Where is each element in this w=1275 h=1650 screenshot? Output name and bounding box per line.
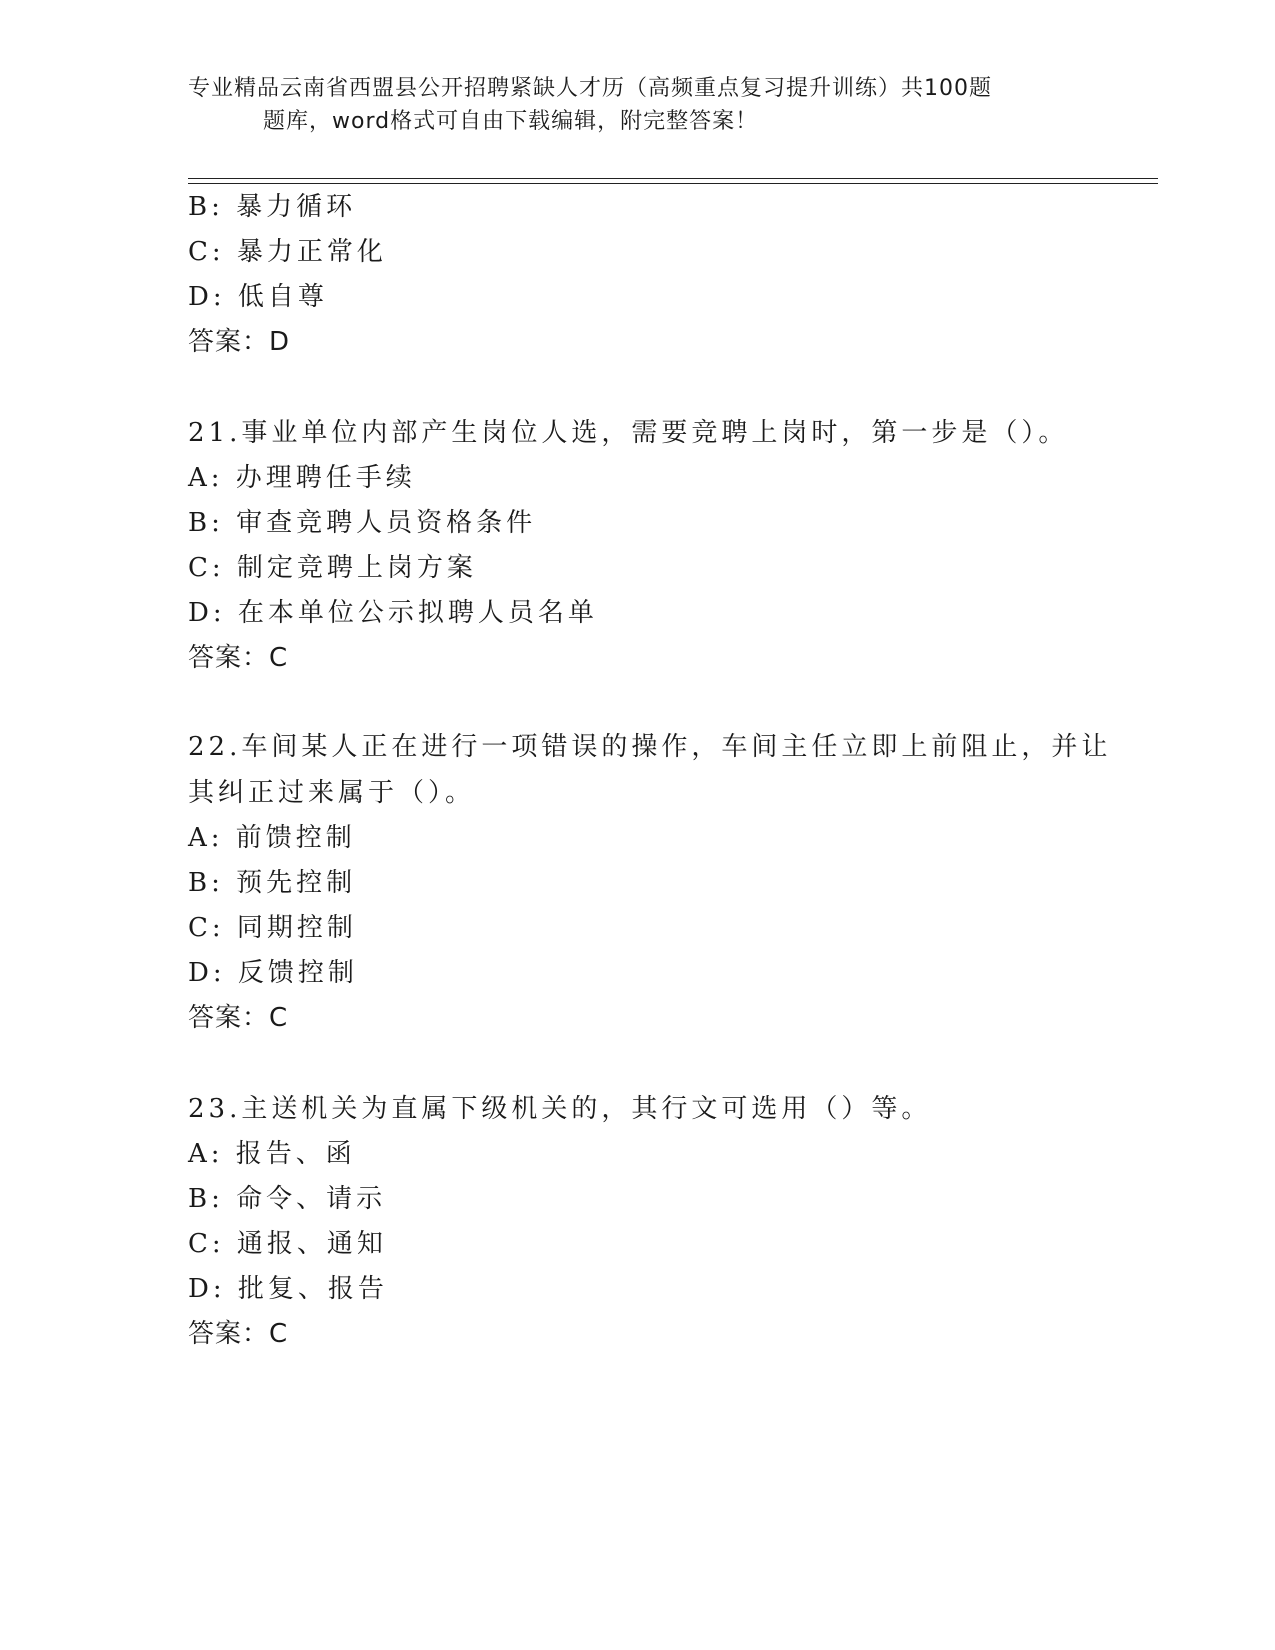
q21-option-b: B: 审查竞聘人员资格条件: [188, 508, 537, 538]
q23-option-b: B: 命令、请示: [188, 1184, 387, 1214]
prev-option-c: C: 暴力正常化: [188, 237, 387, 267]
header-rule-bottom: [188, 183, 1158, 184]
q22-answer: 答案：C: [188, 1003, 289, 1033]
header-rule-top: [188, 178, 1158, 179]
document-header: [188, 72, 1068, 138]
q23-answer: 答案：C: [188, 1319, 289, 1349]
q23-option-c: C: 通报、通知: [188, 1229, 387, 1259]
q21-option-a: A: 办理聘任手续: [188, 463, 416, 493]
prev-option-b: B: 暴力循环: [188, 192, 357, 222]
header-title-line2: 题库，word格式可自由下载编辑，附完整答案！: [263, 109, 759, 134]
q22-option-b: B: 预先控制: [188, 868, 357, 898]
q21-question: 21.事业单位内部产生岗位人选，需要竞聘上岗时，第一步是（）。: [188, 418, 1069, 448]
q22-option-d: D: 反馈控制: [188, 958, 358, 988]
q22-question-line2: 其纠正过来属于（）。: [188, 778, 476, 808]
prev-option-d: D: 低自尊: [188, 282, 328, 312]
prev-answer: 答案：D: [188, 327, 291, 357]
q22-option-a: A: 前馈控制: [188, 823, 356, 853]
q22-option-c: C: 同期控制: [188, 913, 357, 943]
q21-option-c: C: 制定竞聘上岗方案: [188, 553, 477, 583]
q22-question-line1: 22.车间某人正在进行一项错误的操作，车间主任立即上前阻止，并让: [188, 732, 1112, 762]
q23-option-a: A: 报告、函: [188, 1139, 356, 1169]
q23-question: 23.主送机关为直属下级机关的，其行文可选用（）等。: [188, 1094, 932, 1124]
q23-option-d: D: 批复、报告: [188, 1274, 388, 1304]
q21-option-d: D: 在本单位公示拟聘人员名单: [188, 598, 598, 628]
q21-answer: 答案：C: [188, 643, 289, 673]
header-title-line1: 专业精品云南省西盟县公开招聘紧缺人才历（高频重点复习提升训练）共100题: [188, 76, 992, 101]
